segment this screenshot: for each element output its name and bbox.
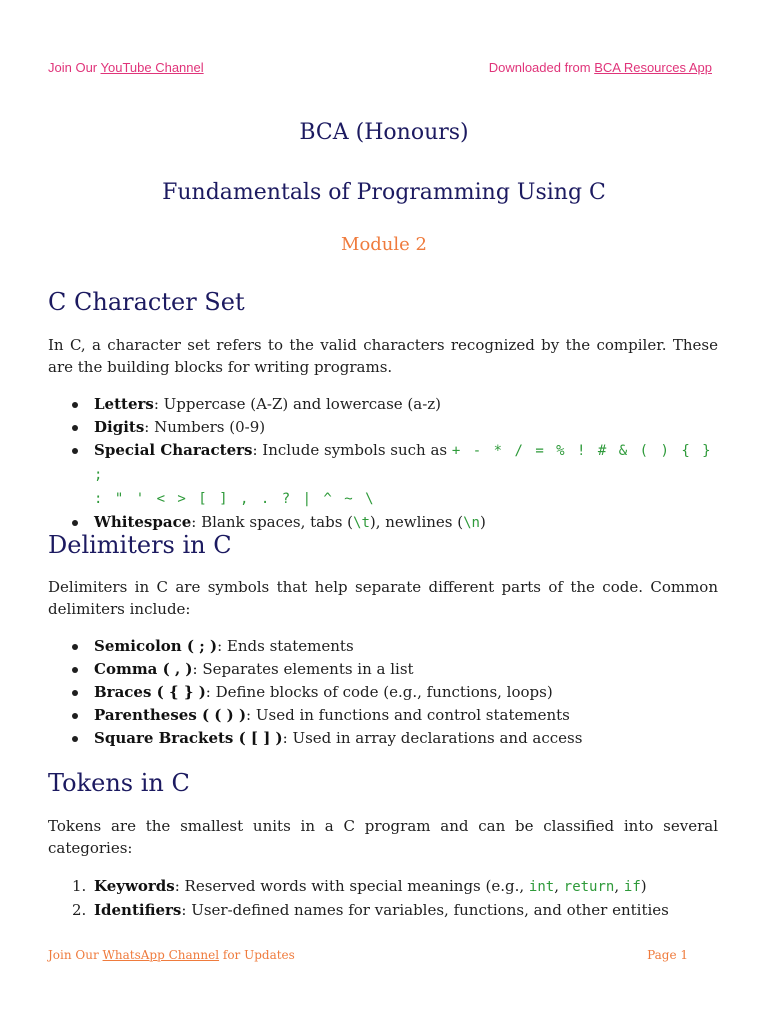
bullet-icon <box>72 644 78 650</box>
list-item <box>48 899 728 922</box>
character-set-intro: In C, a character set refers to the valid characters recognized by the compiler. These are the building blocks for writing programs. <box>48 336 718 376</box>
list-item <box>48 416 728 439</box>
bullet-icon <box>72 402 78 408</box>
heading-tokens: Tokens in C <box>48 769 190 797</box>
item-term: Braces ( { } ) <box>94 683 206 701</box>
list-item <box>48 439 728 511</box>
keyword-return-code: return <box>563 879 615 895</box>
special-chars-code-2: : " ' < > [ ] , . ? | ^ ~ \ <box>94 491 376 507</box>
keyword-if-code: if <box>623 879 641 895</box>
item-text: : Include symbols such as <box>252 441 452 459</box>
bullet-icon <box>72 520 78 526</box>
header-left <box>48 60 204 75</box>
heading-character-set: C Character Set <box>48 288 245 316</box>
item-text-end: ) <box>479 513 486 531</box>
item-term: Whitespace <box>94 513 192 531</box>
item-sep: , <box>614 877 624 895</box>
item-text: : Define blocks of code (e.g., functions, loops) <box>205 683 553 701</box>
list-item <box>48 393 728 416</box>
keyword-int-code: int <box>528 879 555 895</box>
list-item <box>48 704 728 727</box>
bullet-icon <box>72 448 78 454</box>
bullet-icon <box>72 690 78 696</box>
item-text: : Used in functions and control statements <box>246 706 570 724</box>
list-item <box>48 635 728 658</box>
module-label: Module 2 <box>341 234 427 255</box>
document-subtitle: Fundamentals of Programming Using C <box>162 180 606 205</box>
tokens-list <box>48 875 728 922</box>
item-term: Digits <box>94 418 145 436</box>
page-number: Page 1 <box>647 948 688 962</box>
header-right-prefix: Downloaded from <box>488 60 595 75</box>
item-text: : Reserved words with special meanings (e.g., <box>174 877 529 895</box>
item-text-mid: ), newlines ( <box>369 513 464 531</box>
document-title: BCA (Honours) <box>299 120 469 145</box>
footer-left-suffix: for Updates <box>219 948 295 962</box>
item-text: : Numbers (0-9) <box>144 418 266 436</box>
newline-escape-code: \n <box>463 515 480 531</box>
bullet-icon <box>72 713 78 719</box>
item-term: Square Brackets ( [ ] ) <box>94 729 283 747</box>
item-number: 2. <box>72 901 87 919</box>
whatsapp-channel-link[interactable]: WhatsApp Channel <box>102 948 220 962</box>
item-term: Keywords <box>94 877 175 895</box>
item-term: Semicolon ( ; ) <box>94 637 218 655</box>
item-text: : Used in array declarations and access <box>282 729 583 747</box>
delimiters-intro: Delimiters in C are symbols that help separate different parts of the code. Common delimiters include: <box>48 578 718 618</box>
footer-left-prefix: Join Our <box>48 948 103 962</box>
header-left-prefix: Join Our <box>48 60 101 75</box>
item-text-end: ) <box>640 877 647 895</box>
item-text: : Blank spaces, tabs ( <box>191 513 354 531</box>
youtube-channel-link[interactable]: YouTube Channel <box>100 60 204 75</box>
list-item <box>48 681 728 704</box>
item-number: 1. <box>72 877 87 895</box>
item-text: : Ends statements <box>217 637 354 655</box>
delimiters-list <box>48 635 728 750</box>
item-term: Identifiers <box>94 901 182 919</box>
item-text: : Separates elements in a list <box>192 660 414 678</box>
bca-resources-app-link[interactable]: BCA Resources App <box>594 60 712 75</box>
tab-escape-code: \t <box>353 515 370 531</box>
bullet-icon <box>72 667 78 673</box>
item-term: Letters <box>94 395 154 413</box>
item-term: Comma ( , ) <box>94 660 193 678</box>
list-item <box>48 658 728 681</box>
item-text: : User-defined names for variables, functions, and other entities <box>181 901 669 919</box>
list-item <box>48 875 728 899</box>
item-text: : Uppercase (A-Z) and lowercase (a-z) <box>153 395 442 413</box>
footer-left <box>48 948 295 962</box>
bullet-icon <box>72 425 78 431</box>
bullet-icon <box>72 736 78 742</box>
item-term: Parentheses ( ( ) ) <box>94 706 247 724</box>
tokens-intro: Tokens are the smallest units in a C program and can be classified into several categories: <box>48 817 718 857</box>
character-set-list <box>48 393 728 535</box>
header-right <box>489 60 712 75</box>
item-term: Special Characters <box>94 441 253 459</box>
list-item <box>48 727 728 750</box>
item-sep: , <box>554 877 564 895</box>
heading-delimiters: Delimiters in C <box>48 531 232 559</box>
special-chars-code-1: + - * / = % ! # & ( ) { } ; <box>94 443 713 483</box>
